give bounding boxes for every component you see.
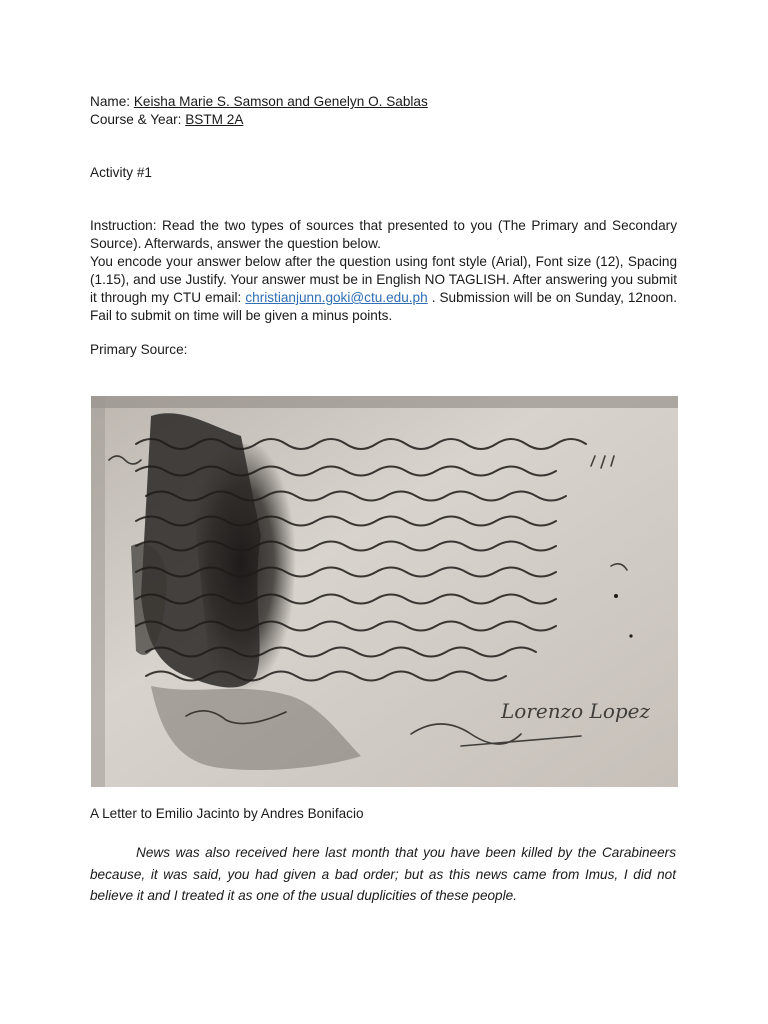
course-label: Course & Year:: [90, 112, 186, 127]
instruction-paragraph-1: Instruction: Read the two types of sources that presented to you (The Primary and Secondary Source). Afterwards, answer the question below.: [90, 218, 677, 251]
course-line: [90, 111, 677, 129]
primary-source-label: Primary Source:: [90, 342, 188, 357]
instruction-paragraph-2: [90, 253, 677, 325]
course-value: BSTM 2A: [185, 112, 244, 127]
instruction-text: You encode your answer below after the question using font style (Arial), Font size (12), Spacing (1.15), and use Justify. Your answer must be in English NO TAGLISH. After answering you submit it through my CTU email:: [90, 254, 677, 305]
name-value: Keisha Marie S. Samson and Genelyn O. Sablas: [133, 94, 428, 109]
source-caption: A Letter to Emilio Jacinto by Andres Bonifacio: [90, 806, 364, 821]
email-link[interactable]: christianjunn.goki@ctu.edu.ph: [245, 290, 428, 305]
manuscript-image: [91, 396, 678, 787]
letter-quote: News was also received here last month that you have been killed by the Carabineers because, it was said, you had given a bad order; but as this news came from Imus, I did not believe it and I treated it as one of the usual duplicities of these people.: [90, 845, 676, 903]
signature-text: Lorenzo Lopez: [501, 699, 651, 723]
document-body: [90, 93, 677, 359]
name-label: Name:: [90, 94, 134, 109]
name-line: [90, 93, 677, 111]
activity-title: Activity #1: [90, 165, 152, 180]
instruction-text-end: . Submission will be on Sunday, 12noon. Fail to submit on time will be given a minus points.: [90, 290, 678, 323]
primary-source-photo: [91, 396, 678, 787]
